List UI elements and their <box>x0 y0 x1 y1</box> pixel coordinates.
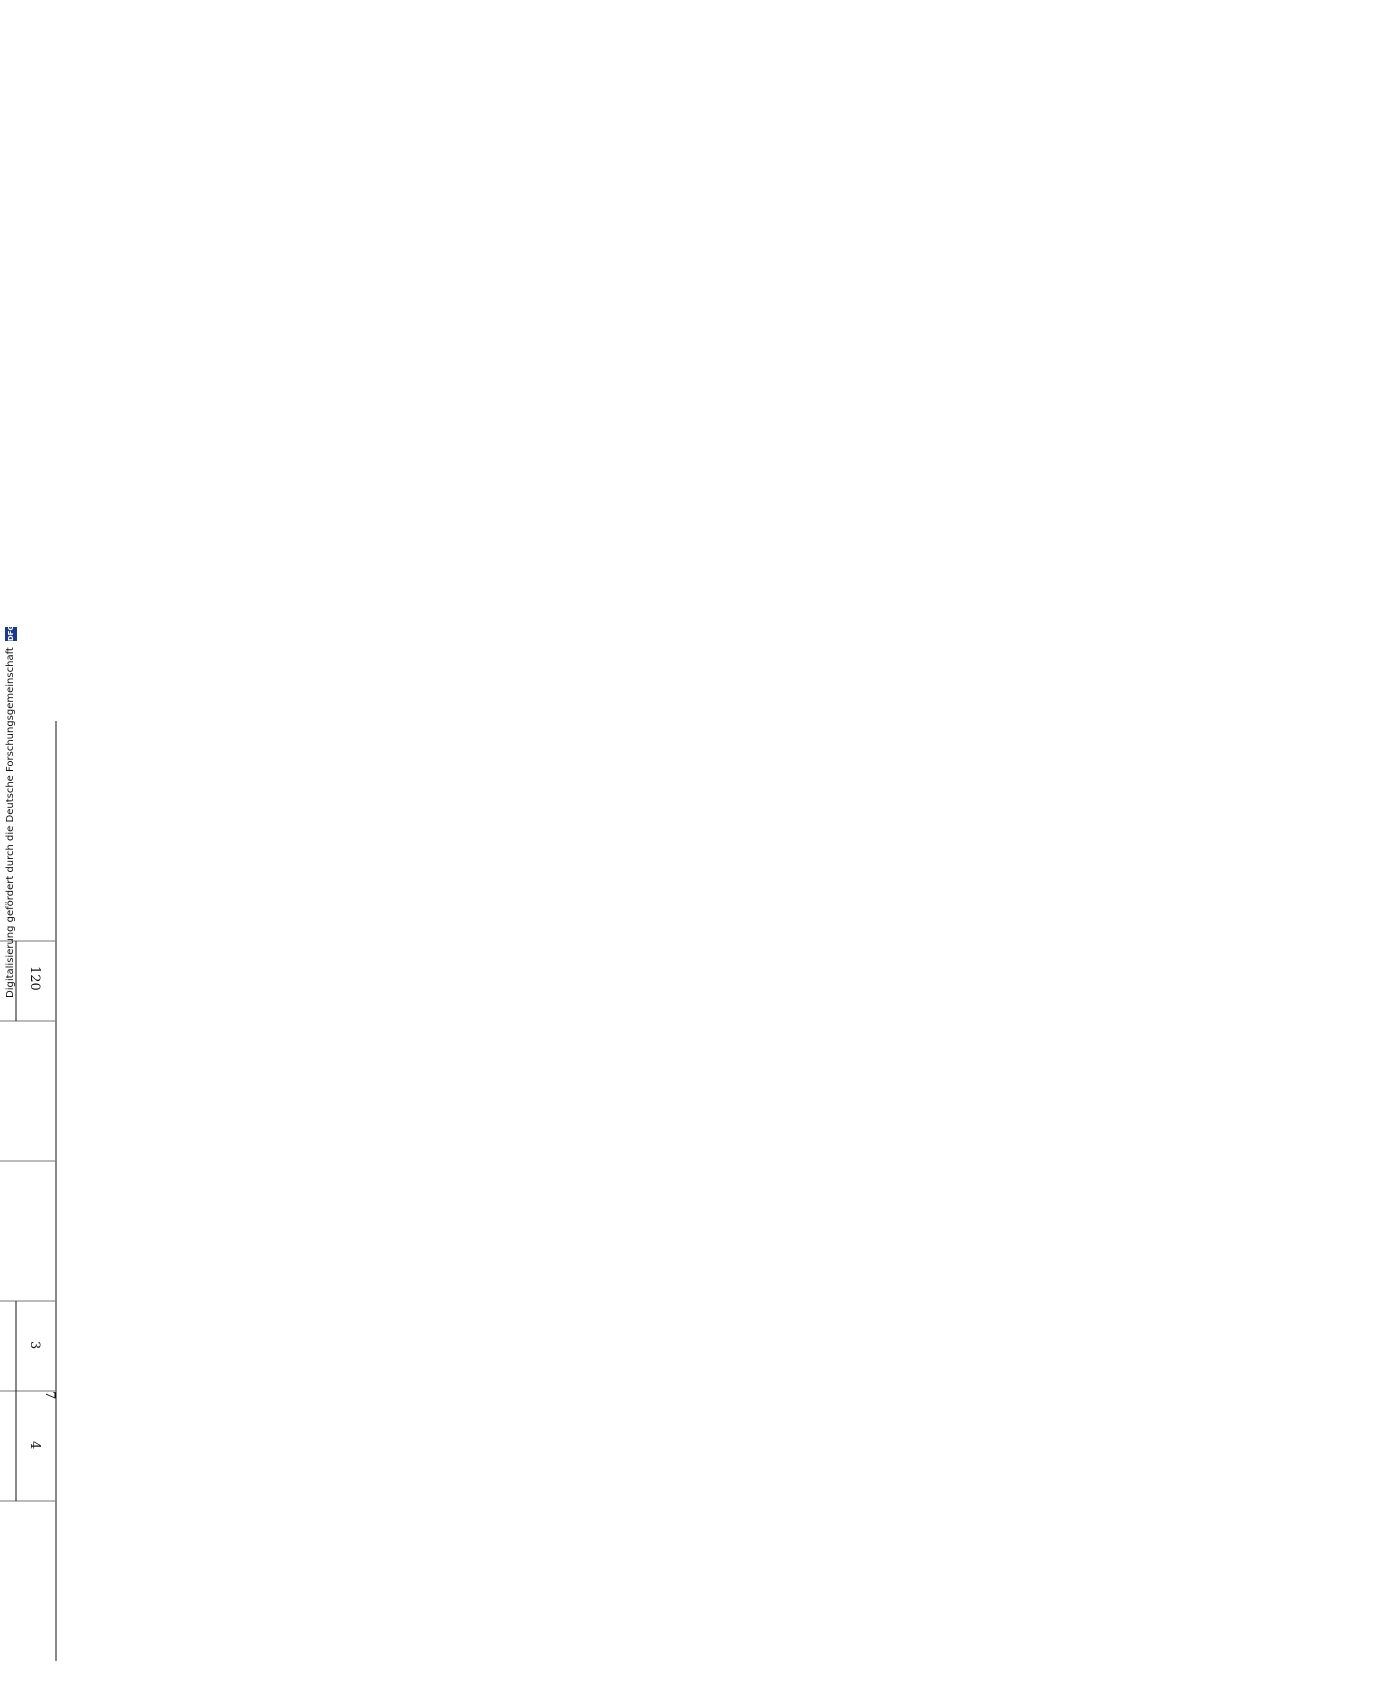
table-sheet <box>0 691 191 1691</box>
digitization-credit <box>2 0 20 998</box>
section5-total-uebertritt: 3 <box>27 1341 42 1350</box>
section5-grand-total: 7 <box>42 1391 57 1400</box>
section5-total-faelle: 120 <box>27 966 42 991</box>
section5-total-spaeter: 4 <box>27 1441 42 1450</box>
credit-text: Digitalisierung gefördert durch die Deutsche Forschungsgemeinschaft <box>5 647 16 998</box>
dfg-logo: DFG <box>7 624 15 642</box>
rotated-page-content <box>0 691 191 1691</box>
